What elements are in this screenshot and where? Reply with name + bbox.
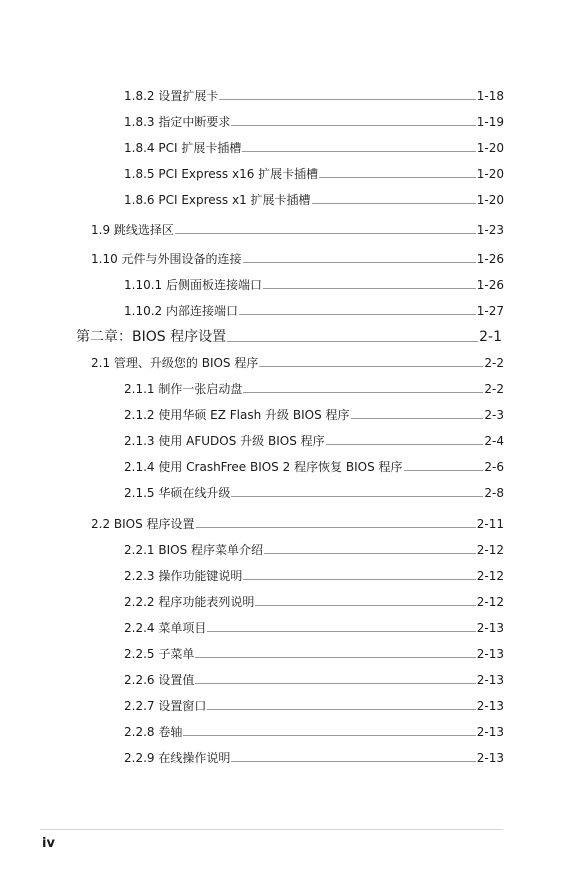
toc-entry-page: 1-26 — [476, 278, 504, 292]
dot-leader — [207, 708, 475, 711]
dot-leader — [263, 287, 476, 290]
toc-entry[interactable] — [124, 724, 504, 740]
dot-leader — [326, 443, 484, 446]
toc-entry-page: 2-13 — [476, 751, 504, 765]
toc-entry-title: 1.9 跳线选择区 — [91, 223, 174, 237]
dot-leader — [243, 391, 483, 394]
toc-entry-page: 2-13 — [476, 647, 504, 661]
dot-leader — [239, 313, 476, 316]
toc-entry[interactable] — [124, 568, 504, 584]
toc-entry[interactable] — [91, 516, 504, 532]
toc-entry-page: 1-20 — [476, 167, 504, 181]
footer-divider — [40, 829, 503, 830]
toc-entry[interactable] — [91, 355, 504, 371]
toc-entry-page: 1-20 — [476, 141, 504, 155]
toc-entry-title: 1.8.3 指定中断要求 — [124, 115, 231, 129]
toc-entry-title: 1.10.2 内部连接端口 — [124, 304, 238, 318]
toc-entry-title: 2.2.2 程序功能表列说明 — [124, 595, 255, 609]
dot-leader — [264, 552, 476, 555]
toc-entry-title: 第二章：BIOS 程序设置 — [76, 329, 227, 345]
dot-leader — [175, 232, 476, 235]
toc-entry[interactable] — [91, 222, 504, 238]
dot-leader — [227, 340, 478, 343]
toc-entry-page: 1-20 — [476, 193, 504, 207]
dot-leader — [196, 526, 476, 529]
toc-entry-title: 2.2.4 菜单项目 — [124, 621, 207, 635]
toc-entry-title: 2.1.2 使用华硕 EZ Flash 升级 BIOS 程序 — [124, 408, 350, 422]
toc-entry[interactable] — [124, 646, 504, 662]
toc-entry-page: 2-11 — [476, 517, 504, 531]
dot-leader — [219, 98, 475, 101]
dot-leader — [231, 495, 483, 498]
toc-entry-title: 2.1.4 使用 CrashFree BIOS 2 程序恢复 BIOS 程序 — [124, 460, 403, 474]
toc-entry[interactable] — [124, 459, 504, 475]
toc-entry[interactable] — [124, 433, 504, 449]
toc-entry-page: 2-13 — [476, 673, 504, 687]
toc-entry-title: 1.10 元件与外围设备的连接 — [91, 252, 242, 266]
toc-entry-page: 2-4 — [484, 434, 504, 448]
toc-entry-page: 2-12 — [476, 595, 504, 609]
toc-entry[interactable] — [124, 750, 504, 766]
toc-entry-page: 2-2 — [484, 382, 504, 396]
toc-entry-page: 1-23 — [476, 223, 504, 237]
toc-entry-page: 2-13 — [476, 699, 504, 713]
toc-entry-page: 1-18 — [476, 89, 504, 103]
toc-entry-title: 2.1 管理、升级您的 BIOS 程序 — [91, 356, 259, 370]
toc-entry-page: 2-12 — [476, 543, 504, 557]
toc-entry[interactable] — [124, 381, 504, 397]
dot-leader — [255, 604, 475, 607]
toc-entry-page: 1-27 — [476, 304, 504, 318]
toc-entry[interactable] — [124, 277, 504, 293]
toc-entry-page: 2-13 — [476, 725, 504, 739]
toc-entry-page: 2-1 — [479, 329, 502, 345]
dot-leader — [195, 656, 475, 659]
toc-entry-page: 1-19 — [476, 115, 504, 129]
toc-entry-title: 2.2.3 操作功能键说明 — [124, 569, 243, 583]
dot-leader — [195, 682, 475, 685]
dot-leader — [243, 261, 476, 264]
toc-entry[interactable] — [76, 328, 502, 346]
dot-leader — [183, 734, 475, 737]
toc-entry[interactable] — [124, 192, 504, 208]
toc-entry[interactable] — [124, 407, 504, 423]
toc-entry-title: 2.2.8 卷轴 — [124, 725, 183, 739]
toc-entry[interactable] — [124, 620, 504, 636]
toc-entry-title: 2.2.6 设置值 — [124, 673, 195, 687]
toc-entry-page: 2-2 — [484, 356, 504, 370]
dot-leader — [242, 150, 475, 153]
dot-leader — [231, 124, 475, 127]
toc-entry[interactable] — [124, 166, 504, 182]
toc-entry-title: 1.8.4 PCI 扩展卡插槽 — [124, 141, 242, 155]
dot-leader — [243, 578, 475, 581]
dot-leader — [319, 176, 476, 179]
toc-entry[interactable] — [124, 114, 504, 130]
page-number: iv — [42, 836, 55, 851]
toc-entry-title: 2.2 BIOS 程序设置 — [91, 517, 195, 531]
toc-entry-title: 2.2.7 设置窗口 — [124, 699, 207, 713]
toc-entry-title: 1.8.5 PCI Express x16 扩展卡插槽 — [124, 167, 319, 181]
dot-leader — [351, 417, 484, 420]
toc-entry-title: 1.10.1 后侧面板连接端口 — [124, 278, 262, 292]
toc-entry-title: 2.2.1 BIOS 程序菜单介绍 — [124, 543, 263, 557]
toc-entry[interactable] — [124, 698, 504, 714]
toc-entry-title: 2.2.5 子菜单 — [124, 647, 195, 661]
dot-leader — [259, 365, 483, 368]
toc-entry-title: 2.1.5 华硕在线升级 — [124, 486, 231, 500]
toc-entry-page: 2-13 — [476, 621, 504, 635]
toc-entry-page: 2-3 — [484, 408, 504, 422]
toc-entry[interactable] — [124, 594, 504, 610]
toc-entry-title: 2.2.9 在线操作说明 — [124, 751, 231, 765]
toc-entry[interactable] — [91, 251, 504, 267]
dot-leader — [404, 469, 484, 472]
dot-leader — [231, 760, 475, 763]
dot-leader — [312, 202, 476, 205]
toc-entry[interactable] — [124, 542, 504, 558]
toc-entry[interactable] — [124, 303, 504, 319]
toc-entry[interactable] — [124, 140, 504, 156]
toc-entry-title: 2.1.1 制作一张启动盘 — [124, 382, 243, 396]
toc-entry[interactable] — [124, 485, 504, 501]
toc-entry-title: 2.1.3 使用 AFUDOS 升级 BIOS 程序 — [124, 434, 325, 448]
toc-entry-page: 2-6 — [484, 460, 504, 474]
dot-leader — [207, 630, 475, 633]
toc-entry-page: 2-8 — [484, 486, 504, 500]
toc-entry[interactable] — [124, 672, 504, 688]
toc-entry[interactable] — [124, 88, 504, 104]
toc-entry-page: 2-12 — [476, 569, 504, 583]
toc-entry-page: 1-26 — [476, 252, 504, 266]
toc-entry-title: 1.8.2 设置扩展卡 — [124, 89, 219, 103]
toc-entry-title: 1.8.6 PCI Express x1 扩展卡插槽 — [124, 193, 311, 207]
